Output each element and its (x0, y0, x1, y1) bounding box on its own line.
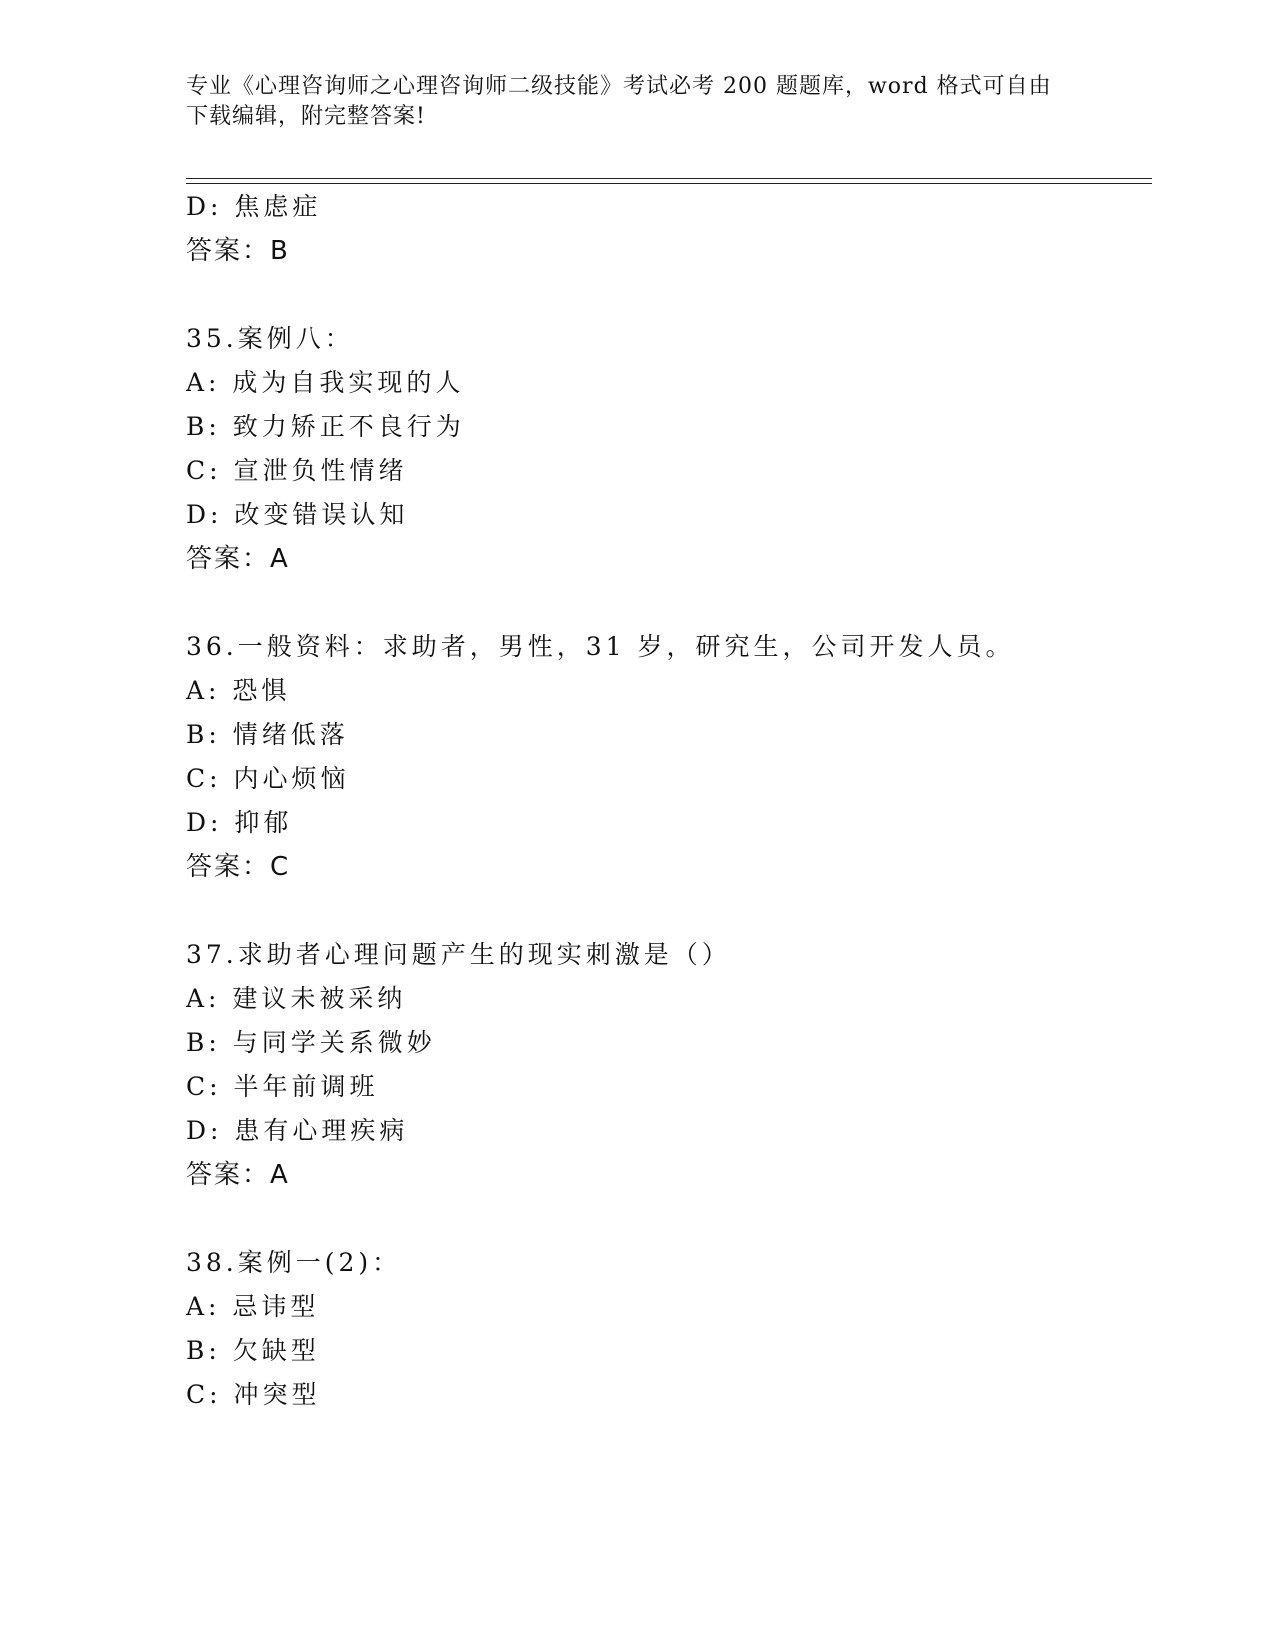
answer: 答案：B (186, 236, 290, 266)
question-38-stem: 38.案例一(2)： (186, 1248, 402, 1277)
question-38-option-a: A: 忌讳型 (186, 1292, 320, 1321)
question-35-answer: 答案：A (186, 544, 290, 574)
question-36-option-b: B: 情绪低落 (186, 720, 349, 749)
question-35-option-b: B: 致力矫正不良行为 (186, 412, 465, 441)
question-36-answer: 答案：C (186, 852, 291, 882)
question-36-stem: 36.一般资料：求助者，男性，31 岁，研究生，公司开发人员。 (186, 632, 1015, 661)
question-38-option-b: B: 欠缺型 (186, 1336, 320, 1365)
question-35-option-a: A: 成为自我实现的人 (186, 368, 465, 397)
header-divider-bottom (186, 183, 1152, 184)
question-35-stem: 35.案例八： (186, 324, 354, 353)
question-37-option-d: D: 患有心理疾病 (186, 1116, 409, 1145)
option-d: D: 焦虑症 (186, 192, 322, 221)
question-37-answer: 答案：A (186, 1160, 290, 1190)
question-37-option-b: B: 与同学关系微妙 (186, 1028, 436, 1057)
document-header: 专业《心理咨询师之心理咨询师二级技能》考试必考 200 题题库，word 格式可自由下载编辑，附完整答案! (186, 74, 1052, 129)
question-36-option-c: C: 内心烦恼 (186, 764, 350, 793)
question-36-option-a: A: 恐惧 (186, 676, 291, 705)
question-38-option-c: C: 冲突型 (186, 1380, 321, 1409)
question-36-option-d: D: 抑郁 (186, 808, 293, 837)
question-37-stem: 37.求助者心理问题产生的现实刺激是（） (186, 940, 731, 969)
header-divider-top (186, 178, 1152, 179)
question-37-option-c: C: 半年前调班 (186, 1072, 379, 1101)
question-35-option-d: D: 改变错误认知 (186, 500, 409, 529)
question-35-option-c: C: 宣泄负性情绪 (186, 456, 408, 485)
question-37-option-a: A: 建议未被采纳 (186, 984, 407, 1013)
